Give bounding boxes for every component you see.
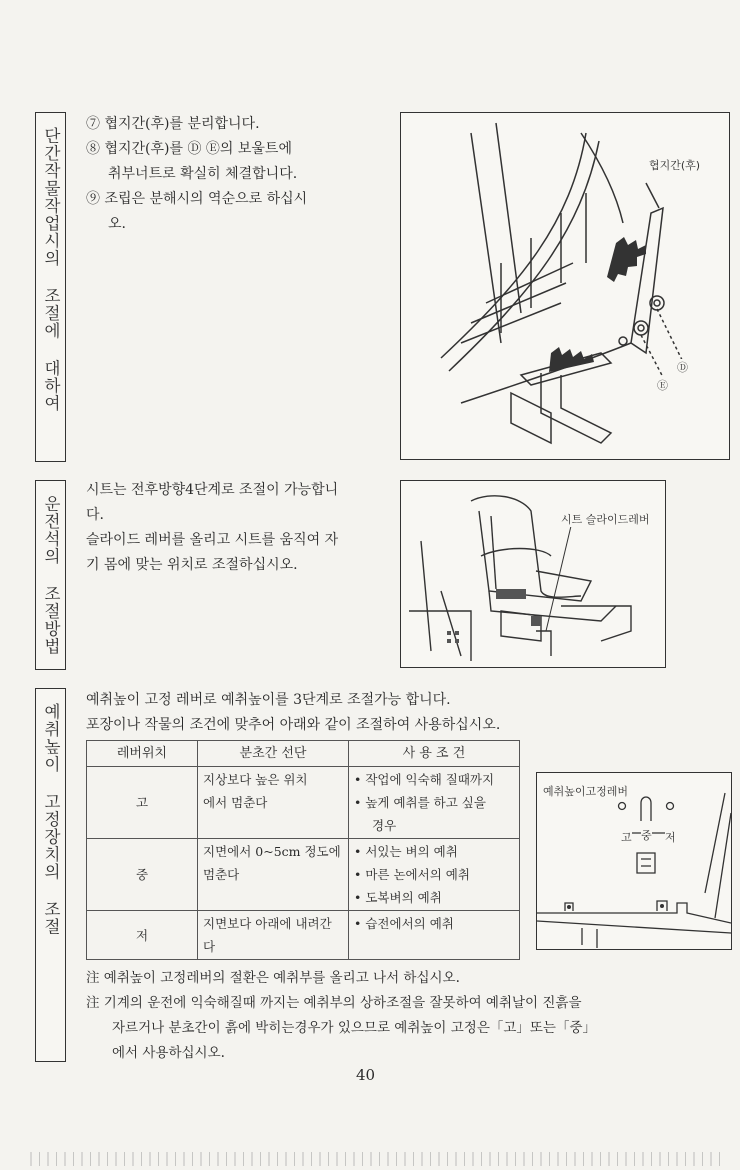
section-tab-seat [35,480,66,670]
note-1: 注 예취높이 고정레버의 절환은 예취부를 올리고 나서 하십시오. [86,970,460,986]
figure-harvest-holder [400,112,730,460]
seat-line-2: 다. [86,507,104,523]
seat-line-1: 시트는 전후방향4단계로 조절이 가능합니 [86,482,339,498]
note-2: 注 기계의 운전에 익숙해질때 까지는 예취부의 상하조절을 잘못하여 예취날이 진흙을 [86,995,582,1011]
lever-position: 저 [87,911,198,960]
cut-position [198,911,349,960]
lever-pos-mid: 중 [641,829,652,842]
lever-position: 중 [87,839,198,911]
height-lever-table [86,740,520,960]
section-tab-label: 운전석의 조절방법 [41,495,61,655]
cut-position [198,839,349,911]
height-intro-2: 포장이나 작물의 조건에 맞추어 아래와 같이 조절하여 사용하십시오. [86,717,501,733]
page-number: 40 [356,1066,376,1084]
conditions [349,767,520,839]
step-8: ⑧ 협지간(후)를 Ⓓ Ⓔ의 보울트에 [86,141,292,157]
section-tab-label: 예취높이 고정장치의 조절 [41,703,61,936]
section-tab-label: 단간작물작업시의 조절에 대하여 [41,127,61,412]
condition-item-cont: 경우 [372,818,397,833]
condition-item: • 마른 논에서의 예취 [354,863,514,886]
condition-item: • 도복벼의 예취 [354,886,514,909]
step-8-cont: 취부너트로 확실히 체결합니다. [108,166,298,182]
step-7: ⑦ 협지간(후)를 분리합니다. [86,116,260,132]
height-lever-drawing [537,773,731,949]
lever-pos-high: 고 [621,831,632,844]
table-header: 분초간 선단 [198,741,349,767]
lever-position: 고 [87,767,198,839]
cell-line: 멈춘다 [203,867,240,882]
figure-height-lever [536,772,732,950]
cut-position [198,767,349,839]
table-header: 사 용 조 건 [349,741,520,767]
condition-item: • 습전에서의 예취 [354,912,514,935]
step-9: ⑨ 조립은 분해시의 역순으로 하십시 [86,191,308,207]
cell-line: 지면에서 0~5cm 정도에 [203,844,341,859]
condition-item: • 서있는 벼의 예취 [354,840,514,863]
table-row [87,767,520,839]
seat-slide-lever-label: 시트 슬라이드레버 [561,513,650,526]
scan-artifact [30,1152,720,1166]
adjust-steps [86,112,386,237]
height-intro-1: 예취높이 고정 레버로 예취높이를 3단계로 조절가능 합니다. [86,692,451,708]
bolt-d-label: Ⓓ [677,361,688,374]
note-2-cont: 자르거나 분초간이 흙에 박히는경우가 있으므로 예취높이 고정은「고」또는「중」 [112,1020,597,1036]
note-2-cont: 에서 사용하십시오. [112,1045,225,1061]
table-row [87,911,520,960]
conditions [349,839,520,911]
seat-text [86,478,386,578]
height-intro [86,688,646,738]
conditions [349,911,520,960]
lever-pos-low: 저 [665,831,676,844]
seat-line-3: 슬라이드 레버를 올리고 시트를 움직여 자 [86,532,339,548]
seat-line-4: 기 몸에 맞는 위치로 조절하십시오. [86,557,298,573]
table-header: 레버위치 [87,741,198,767]
step-9-cont: 오. [108,216,126,232]
table-row [87,839,520,911]
section-tab-height [35,688,66,1062]
cell-line: 다 [203,939,216,954]
bolt-e-label: Ⓔ [657,379,668,392]
seat-drawing [401,481,665,667]
cell-line: 지상보다 높은 위치 [203,772,308,787]
holder-label: 협지간(후) [649,159,701,172]
height-lever-label: 예취높이고정레버 [543,785,629,798]
cell-line: 지면보다 아래에 내려간 [203,916,332,931]
section-tab-adjust-harvest [35,112,66,462]
cell-line: 에서 멈춘다 [203,795,268,810]
condition-item: • 작업에 익숙해 질때까지 [354,768,514,791]
figure-seat [400,480,666,668]
condition-item: • 높게 예취를 하고 싶을 [354,791,514,814]
